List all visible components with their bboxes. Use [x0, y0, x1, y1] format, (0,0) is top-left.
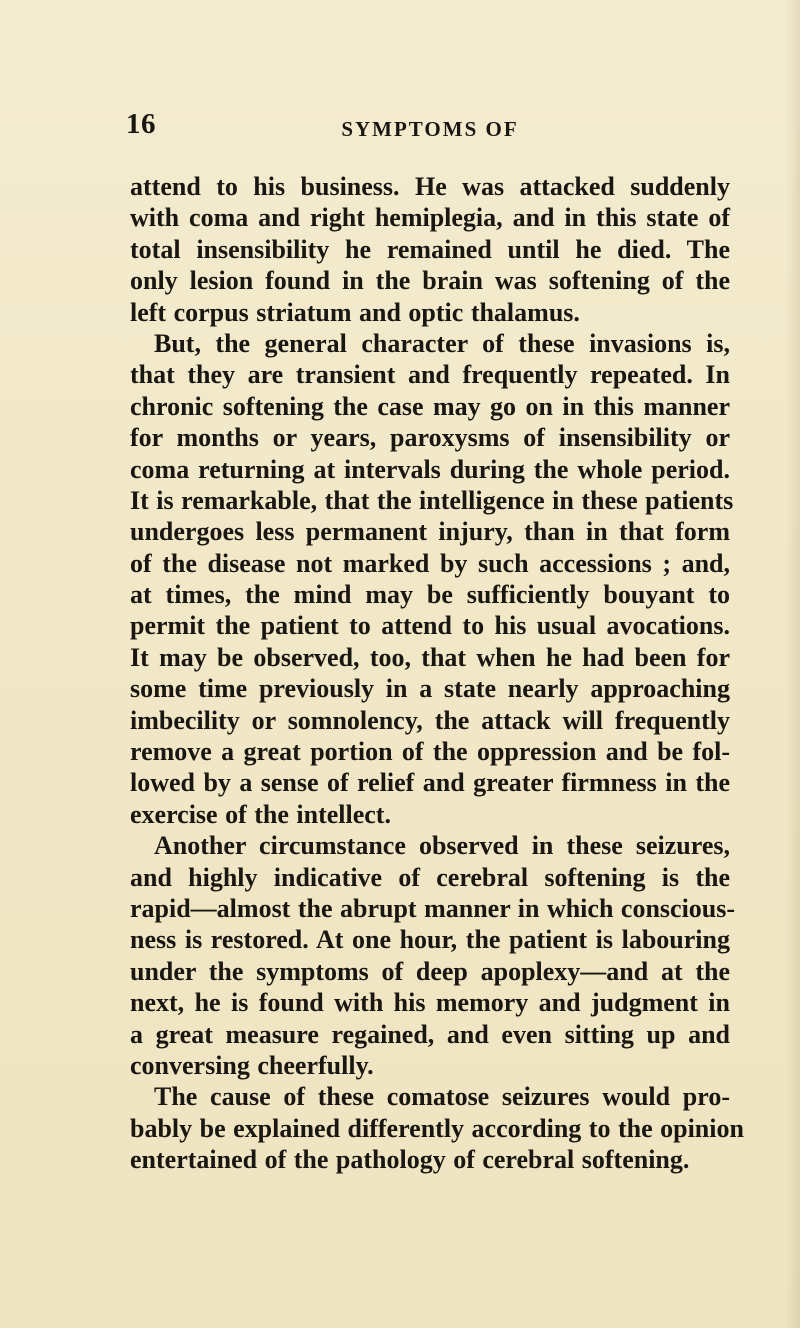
text-line: Another circumstance observed in these seizures,: [154, 831, 730, 861]
text-line: a great measure regained, and even sitting up and: [130, 1019, 730, 1049]
text-line: for months or years, paroxysms of insensibility or: [130, 423, 730, 453]
text-line: undergoes less permanent injury, than in that form: [130, 517, 730, 547]
page-number: 16: [126, 108, 156, 140]
text-line: under the symptoms of deep apoplexy—and at the: [130, 956, 730, 986]
text-line: next, he is found with his memory and judgment in: [130, 988, 730, 1018]
running-head: SYMPTOMS OF: [341, 117, 519, 141]
page-edge-shadow: [786, 0, 800, 1328]
text-line: at times, the mind may be sufficiently bouyant to: [130, 580, 730, 610]
text-line: conversing cheerfully.: [130, 1050, 374, 1080]
text-line: some time previously in a state nearly approaching: [130, 674, 730, 704]
text-line: remove a great portion of the oppression and be fol-: [130, 737, 730, 767]
text-line: It is remarkable, that the intelligence in these patients: [130, 485, 734, 515]
text-line: chronic softening the case may go on in this manner: [130, 391, 730, 421]
text-line: ness is restored. At one hour, the patient is labouring: [130, 925, 730, 955]
text-line: and highly indicative of cerebral softening is the: [130, 862, 730, 892]
text-line: But, the general character of these invasions is,: [154, 328, 730, 358]
text-line: total insensibility he remained until he died. The: [130, 234, 730, 264]
text-line: exercise of the intellect.: [130, 799, 391, 829]
text-line: of the disease not marked by such accessions ; and,: [130, 548, 730, 578]
text-line: only lesion found in the brain was softening of the: [130, 266, 730, 296]
text-line: lowed by a sense of relief and greater firmness in the: [130, 768, 730, 798]
text-line: rapid—almost the abrupt manner in which conscious-: [130, 893, 736, 923]
text-line: attend to his business. He was attacked suddenly: [130, 172, 730, 201]
text-line: imbecility or somnolency, the attack will frequently: [130, 705, 730, 735]
body-text: [130, 171, 744, 1176]
text-line: left corpus striatum and optic thalamus.: [130, 297, 580, 327]
text-line: entertained of the pathology of cerebral softening.: [130, 1145, 690, 1175]
text-line: that they are transient and frequently repeated. In: [130, 360, 730, 390]
text-line: with coma and right hemiplegia, and in this state of: [130, 203, 730, 233]
text-line: The cause of these comatose seizures would pro-: [154, 1082, 730, 1112]
text-line: permit the patient to attend to his usual avocations.: [130, 611, 730, 641]
text-line: bably be explained differently according to the opinion: [130, 1113, 744, 1143]
text-line: coma returning at intervals during the whole period.: [130, 454, 730, 484]
text-line: It may be observed, too, that when he had been for: [130, 642, 730, 672]
